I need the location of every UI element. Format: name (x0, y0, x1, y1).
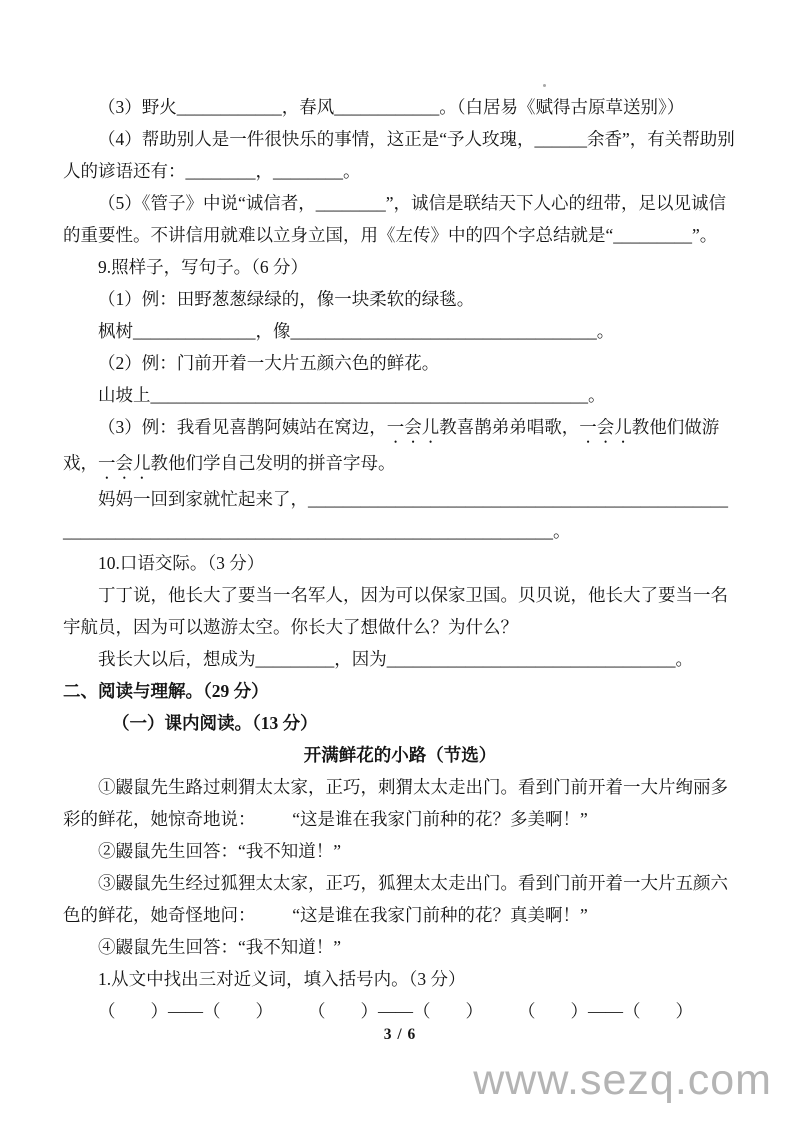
q9-answer-line-1: 枫树______________，像___________________________________。 (98, 321, 615, 341)
q9-example-2: （2）例：门前开着一大片五颜六色的鲜花。 (98, 353, 440, 373)
q9-example-3 (63, 411, 737, 483)
section-2-title: 二、阅读与理解。（29 分） (63, 681, 269, 701)
q10-answer-line: 我长大以后，想成为_________，因为_________________________________。 (98, 649, 693, 669)
q9-example-1: （1）例：田野葱葱绿绿的，像一块柔软的绿毯。 (98, 289, 475, 309)
q9-ex3-text-1: （3）例：我看见喜鹊阿姨站在窝边， (98, 417, 387, 437)
q8-item-4: （4）帮助别人是一件很快乐的事情，这正是“予人玫瑰，______余香”，有关帮助别人的谚语还有：________，________。 (63, 129, 735, 181)
passage-p3-quote: “这是谁在我家门前种的花？真美啊！” (292, 905, 588, 925)
scan-artifact-dot (543, 84, 546, 87)
section-2-subtitle: （一）课内阅读。（13 分） (112, 713, 318, 733)
q9-title: 9.照样子，写句子。（6 分） (98, 257, 308, 277)
q8-item-5: （5）《管子》中说“诚信者，________”，诚信是联结天下人心的纽带，足以见诚信的重要性。不讲信用就难以立身立国，用《左传》中的四个字总结就是“_________”。 (63, 193, 727, 245)
watermark: www.sezq.com (473, 1056, 772, 1104)
q9-ex3-text-4: 教他们学自己发明的拼音字母。 (150, 453, 396, 473)
passage-p1-narration: ①鼹鼠先生路过刺猬太太家，正巧，刺猬太太走出门。看到门前开着一大片绚丽多彩的鲜花，她惊奇地说： (63, 777, 728, 829)
q10-body: 丁丁说，他长大了要当一名军人，因为可以保家卫国。贝贝说，他长大了要当一名宇航员，因为可以遨游太空。你长大了想做什么？为什么？ (63, 585, 728, 637)
passage-p3-narration: ③鼹鼠先生经过狐狸太太家，正巧，狐狸太太走出门。看到门前开着一大片五颜六色的鲜花，她奇怪地问： (63, 873, 728, 925)
q9-ex3-text-3: 教他们做游戏， (63, 417, 720, 473)
q10-title: 10.口语交际。（3 分） (98, 553, 265, 573)
passage-paragraph-2: ②鼹鼠先生回答：“我不知道！” (98, 841, 342, 861)
passage-title: 开满鲜花的小路（节选） (303, 745, 497, 765)
page-number: 3 / 6 (383, 1026, 417, 1043)
q9-answer-line-3b: ________________________________________________________。 (63, 521, 571, 541)
q9-ex3-emphasized-word-2: 一会儿 (579, 417, 632, 437)
reading-q1-bracket-blanks: （ ）——（ ） （ ）——（ ） （ ）——（ ） (98, 1001, 693, 1021)
q8-item-3: （3）野火____________，春风____________。（白居易《赋得古原草送别》） (98, 97, 685, 117)
q9-ex3-emphasized-word-3: 一会儿 (98, 453, 151, 473)
reading-q1-title: 1.从文中找出三对近义词，填入括号内。（3 分） (98, 969, 466, 989)
q9-answer-line-3a: 妈妈一回到家就忙起来了，________________________________________________ (98, 489, 728, 509)
q9-answer-line-2: 山坡上__________________________________________________。 (98, 385, 606, 405)
q9-ex3-emphasized-word-1: 一会儿 (386, 417, 440, 437)
passage-paragraph-1 (63, 771, 737, 835)
passage-paragraph-4: ④鼹鼠先生回答：“我不知道！” (98, 937, 342, 957)
passage-p1-quote: “这是谁在我家门前种的花？多美啊！” (292, 809, 588, 829)
passage-paragraph-3 (63, 867, 737, 931)
q9-ex3-text-2: 教喜鹊弟弟唱歌， (439, 417, 580, 437)
